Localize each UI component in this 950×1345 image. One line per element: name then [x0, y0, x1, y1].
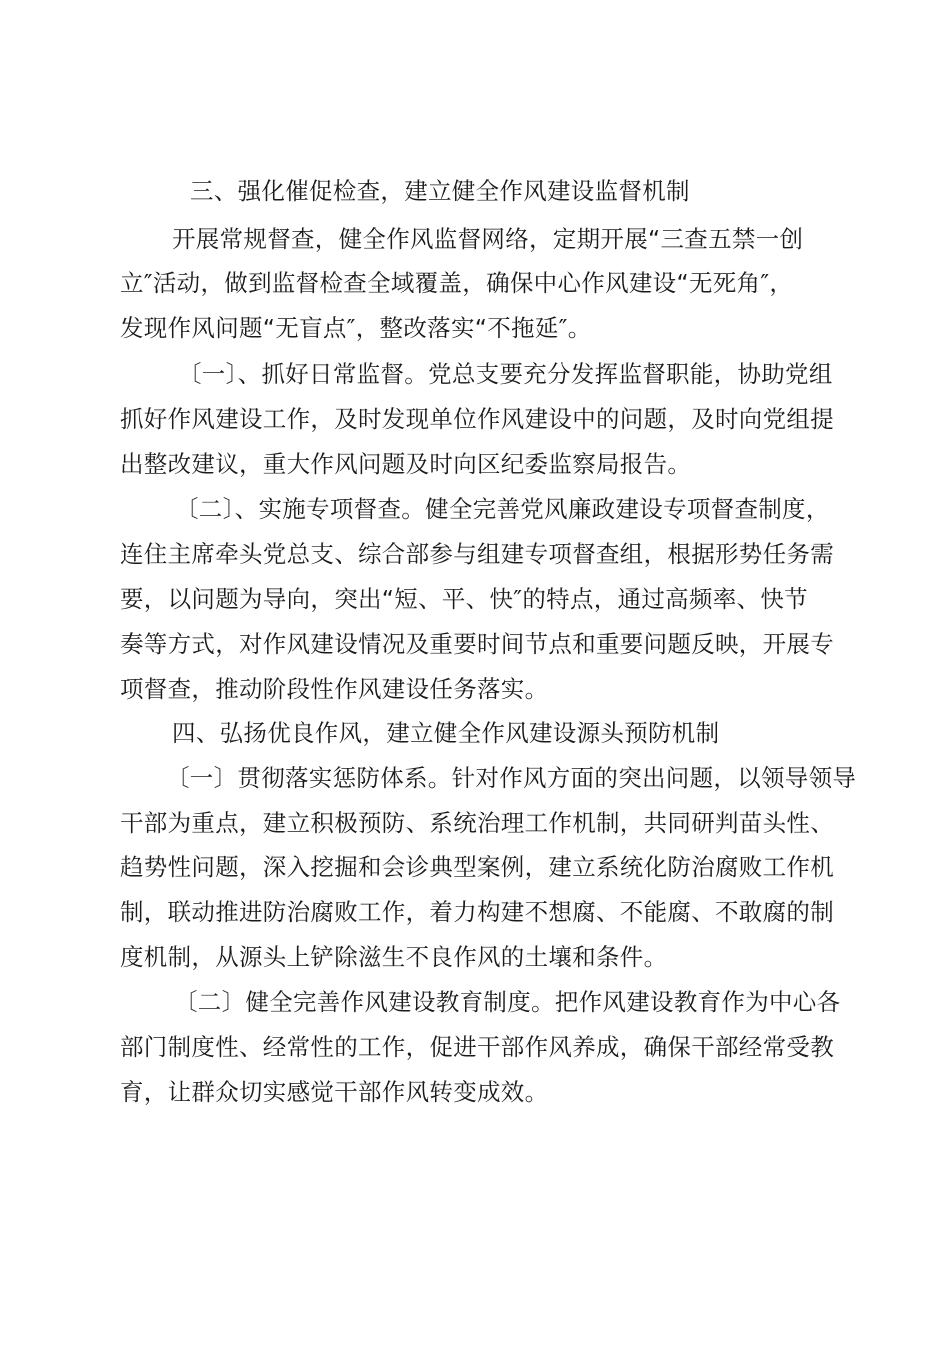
section4-item1-line-3: 趋势性问题，深入挖掘和会诊典型案例，建立系统化防治腐败工作机 — [120, 853, 834, 881]
section3-item2-line-5: 项督查，推动阶段性作风建设任务落实。 — [120, 675, 549, 703]
section3-item1-line-1: 〔一〕、抓好日常监督。党总支要充分发挥监督职能，协助党组 — [178, 360, 833, 388]
section3-item2-line-4: 奏等方式，对作风建设情况及重要时间节点和重要问题反映，开展专 — [120, 630, 834, 658]
section4-item2-line-2: 部门制度性、经常性的工作，促进干部作风养成，确保干部经常受教 — [120, 1033, 834, 1061]
section4-item1-line-4: 制，联动推进防治腐败工作，着力构建不想腐、不能腐、不敢腐的制 — [120, 898, 834, 926]
section3-intro-line-3: 发现作风问题“无盲点″，整改落实“不拖延″。 — [120, 314, 592, 342]
section3-heading: 三、强化催促检查，建立健全作风建设监督机制 — [190, 177, 690, 205]
section3-item2-line-1: 〔二〕、实施专项督查。健全完善党风廉政建设专项督查制度， — [175, 495, 830, 523]
section4-item1-line-5: 度机制，从源头上铲除滋生不良作风的土壤和条件。 — [120, 943, 668, 971]
section3-item1-line-2: 抓好作风建设工作，及时发现单位作风建设中的问题，及时向党组提 — [120, 405, 834, 433]
section4-heading: 四、弘扬优良作风，建立健全作风建设源头预防机制 — [172, 719, 720, 747]
section4-item1-line-2: 干部为重点，建立积极预防、系统治理工作机制，共同研判苗头性、 — [120, 809, 834, 837]
section3-item2-line-3: 要，以问题为导向，突出“短、平、快″的特点，通过高频率、快节 — [120, 585, 808, 613]
section3-item2-line-2: 连住主席牵头党总支、综合部参与组建专项督查组，根据形势任务需 — [120, 540, 834, 568]
section3-intro-line-1: 开展常规督查，健全作风监督网络，定期开展“三查五禁一创 — [172, 225, 804, 253]
section3-intro-line-2: 立″活动，做到监督检查全域覆盖，确保中心作风建设“无死角″， — [120, 269, 794, 297]
section4-item2-line-3: 育，让群众切实感觉干部作风转变成效。 — [120, 1078, 549, 1106]
section3-item1-line-3: 出整改建议，重大作风问题及时向区纪委监察局报告。 — [120, 450, 692, 478]
section4-item2-line-1: 〔二〕健全完善作风建设教育制度。把作风建设教育作为中心各 — [174, 988, 841, 1016]
section4-item1-line-1: 〔一〕贯彻落实惩防体系。针对作风方面的突出问题，以领导领导 — [166, 764, 857, 792]
